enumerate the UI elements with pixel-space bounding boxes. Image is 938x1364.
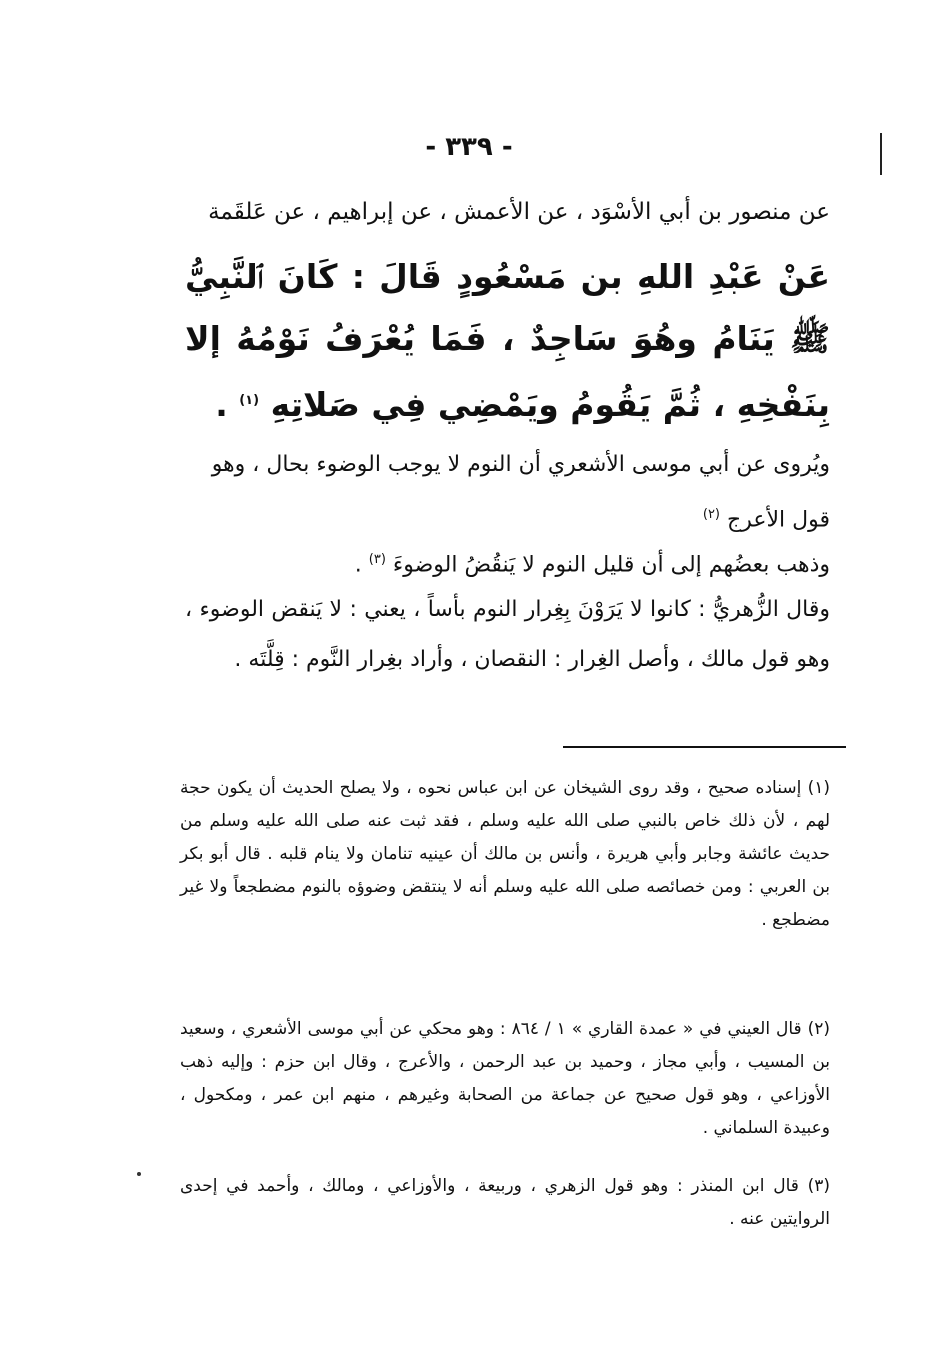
hadith-end: . [215, 385, 240, 424]
paragraph-some-scholars-end: . [354, 552, 369, 578]
isnad-line: عن منصور بن أبي الأسْوَد ، عن الأعمش ، عن إبراهيم ، عن عَلقَمة [208, 199, 830, 225]
footnote-ref-3[interactable]: (٣) [368, 552, 386, 567]
scan-speck [137, 1172, 141, 1176]
paragraph-some-scholars-text: وذهب بعضُهم إلى أن قليل النوم لا يَنقُضُ الوضوءَ [392, 552, 830, 578]
footnote-divider [563, 746, 846, 748]
paragraph-some-scholars [220, 540, 830, 585]
footnote-3: (٣) قال ابن المنذر : وهو قول الزهري ، وربيعة ، والأوزاعي ، ومالك ، وأحمد في إحدى الروايتين عنه . [180, 1176, 830, 1229]
hadith-text [185, 246, 830, 436]
paragraph-abu-musa-text: ويُروى عن أبي موسى الأشعري أن النوم لا يوجب الوضوء بحال ، وهو قول الأعرج [211, 452, 830, 533]
paragraph-zuhri: وقال الزُّهريُّ : كانوا لا يَرَوْنَ بِغِرار النوم بأساً ، يعني : لا يَنقض الوضوء ، وهو قول مالك ، وأصل الغِرار : النقصان ، وأراد بغِرار النَّوم : قِلَّتَه . [185, 597, 830, 672]
hadith-body: عَنْ عَبْدِ اللهِ بن مَسْعُودٍ قَالَ : كَانَ ٱلنَّبِيُّ ﷺ يَنَامُ وهُوَ سَاجِدٌ ، فَمَا يُعْرَفُ نَوْمُهُ إلا بِنَفْخِهِ ، ثُمَّ يَقُومُ ويَمْضِي فِي صَلاتِهِ [185, 257, 830, 424]
page-number: - ٣٣٩ - [425, 132, 513, 162]
footnote-ref-2[interactable]: (٢) [702, 507, 720, 522]
paragraph-abu-musa [185, 440, 830, 545]
footnote-ref-1[interactable]: (١) [239, 393, 260, 408]
footnote-2: (٢) قال العيني في « عمدة القاري » ١ / ٨٦٤ : وهو محكي عن أبي موسى الأشعري ، وسعيد بن المسيب ، وأبي مجاز ، وحميد بن عبد الرحمن ، والأعرج ، وقال ابن حزم : وإليه ذهب الأوزاعي ، وهو قول صحيح عن جماعة من الصحابة وغيرهم ، منهم ابن عمر ، ومكحول ، وعبيدة السلماني . [180, 1019, 830, 1138]
footnote-1: (١) إسناده صحيح ، وقد روى الشيخان عن ابن عباس نحوه ، ولا يصلح الحديث أن يكون حجة لهم ، لأن ذلك خاص بالنبي صلى الله عليه وسلم ، فقد ثبت عنه صلى الله عليه وسلم من حديث عائشة وجابر وأبي هريرة ، وأنس بن مالك أن عينيه تنامان ولا ينام قلبه . قال أبو بكر بن العربي : ومن خصائصه صلى الله عليه وسلم أنه لا ينتقض وضوؤه بالنوم مضطجعاً ولا غير مضطجع . [180, 778, 830, 930]
